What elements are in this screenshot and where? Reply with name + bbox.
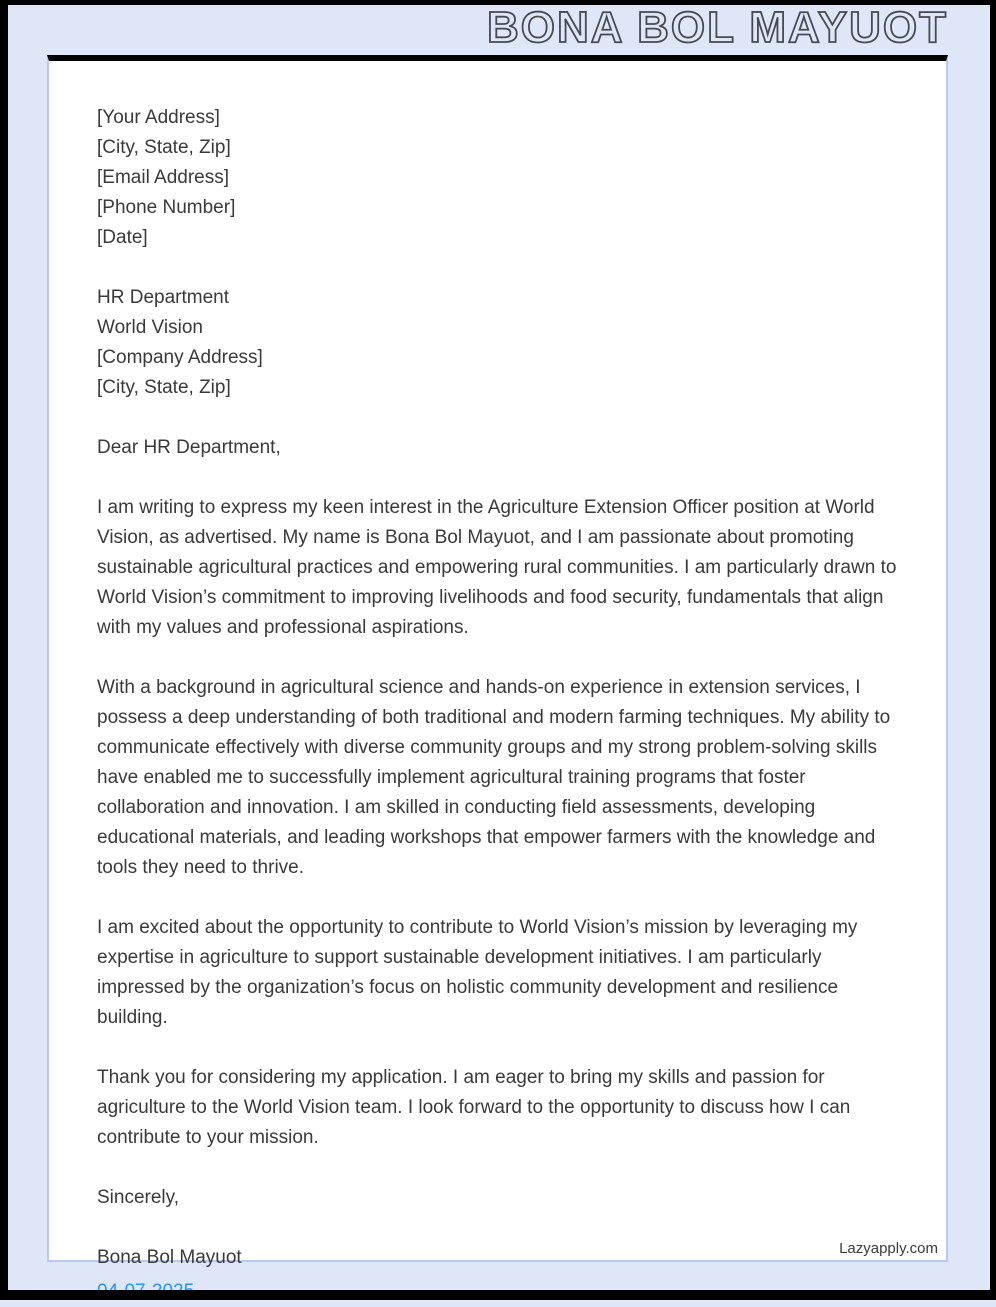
recipient-company-line: World Vision [97,317,203,338]
sender-city-line: [City, State, Zip] [97,137,231,158]
letter-content [97,103,909,1307]
sender-date-line: [Date] [97,227,148,248]
recipient-address-line: [Company Address] [97,347,263,368]
page-title: BONA BOL MAYUOT [486,3,948,52]
date-link[interactable]: 04-07-2025 [97,1281,195,1302]
body-paragraph-2: With a background in agricultural science and hands-on experience in extension services, I possess a deep understanding of both traditional and modern farming techniques. My ability to communicate effectively with diverse community groups and my strong problem-solving skills have enabled me to successfully implement agricultural training programs that foster collaboration and innovation. I am skilled in conducting field assessments, developing educational materials, and leading workshops that empower farmers with the knowledge and tools they need to thrive. [97,677,891,878]
body-paragraph-3: I am excited about the opportunity to contribute to World Vision’s mission by leveraging my expertise in agriculture to support sustainable development initiatives. I am particularly impressed by the organization’s focus on holistic community development and resilience building. [97,917,858,1028]
signature-name: Bona Bol Mayuot [97,1247,242,1268]
recipient-department-line: HR Department [97,287,229,308]
signature-block [97,1243,909,1307]
closing: Sincerely, [97,1187,180,1208]
sender-block [97,103,909,253]
sender-email-line: [Email Address] [97,167,229,188]
letter-page [47,55,948,1302]
sender-address-line: [Your Address] [97,107,220,128]
recipient-block [97,283,909,403]
body-paragraph-1: I am writing to express my keen interest in the Agriculture Extension Officer position at World Vision, as advertised. My name is Bona Bol Mayuot, and I am passionate about promoting sustainable agricultural practices and empowering rural communities. I am particularly drawn to World Vision’s commitment to improving livelihoods and food security, fundamentals that align with my values and professional aspirations. [97,497,897,638]
body-paragraph-4: Thank you for considering my application. I am eager to bring my skills and passion for agriculture to the World Vision team. I look forward to the opportunity to discuss how I can contribute to your mission. [97,1067,851,1148]
watermark-link[interactable]: Lazyapply.com [839,1240,938,1257]
recipient-city-line: [City, State, Zip] [97,377,231,398]
salutation: Dear HR Department, [97,437,281,458]
sender-phone-line: [Phone Number] [97,197,236,218]
